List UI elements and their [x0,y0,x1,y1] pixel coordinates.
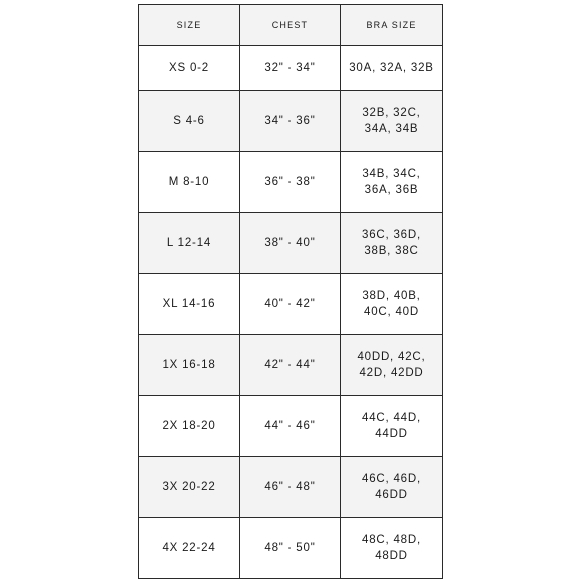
size-cell: 4X 22-24 [139,518,240,579]
table-row [139,274,443,335]
bra-size-cell: 34B, 34C, 36A, 36B [341,152,443,213]
chest-cell: 46" - 48" [240,457,341,518]
bra-size-cell: 44C, 44D, 44DD [341,396,443,457]
header-bra-size: BRA SIZE [341,5,443,46]
size-cell: XS 0-2 [139,46,240,91]
table-row [139,46,443,91]
bra-size-cell: 36C, 36D, 38B, 38C [341,213,443,274]
chest-cell: 48" - 50" [240,518,341,579]
table-row [139,213,443,274]
size-cell: XL 14-16 [139,274,240,335]
size-cell: M 8-10 [139,152,240,213]
size-cell: L 12-14 [139,213,240,274]
header-size: SIZE [139,5,240,46]
table-row [139,152,443,213]
bra-size-cell: 38D, 40B, 40C, 40D [341,274,443,335]
chest-cell: 38" - 40" [240,213,341,274]
table-row [139,457,443,518]
size-cell: 1X 16-18 [139,335,240,396]
header-chest: CHEST [240,5,341,46]
bra-size-cell: 30A, 32A, 32B [341,46,443,91]
table-row [139,91,443,152]
chest-cell: 32" - 34" [240,46,341,91]
chest-cell: 40" - 42" [240,274,341,335]
table-row [139,518,443,579]
table-row [139,396,443,457]
size-cell: 2X 18-20 [139,396,240,457]
table-header-row [139,5,443,46]
bra-size-cell: 48C, 48D, 48DD [341,518,443,579]
chest-cell: 34" - 36" [240,91,341,152]
bra-size-cell: 46C, 46D, 46DD [341,457,443,518]
table-row [139,335,443,396]
bra-size-cell: 32B, 32C, 34A, 34B [341,91,443,152]
size-chart-table [138,4,443,579]
chest-cell: 44" - 46" [240,396,341,457]
chest-cell: 36" - 38" [240,152,341,213]
chest-cell: 42" - 44" [240,335,341,396]
size-cell: S 4-6 [139,91,240,152]
bra-size-cell: 40DD, 42C, 42D, 42DD [341,335,443,396]
size-cell: 3X 20-22 [139,457,240,518]
